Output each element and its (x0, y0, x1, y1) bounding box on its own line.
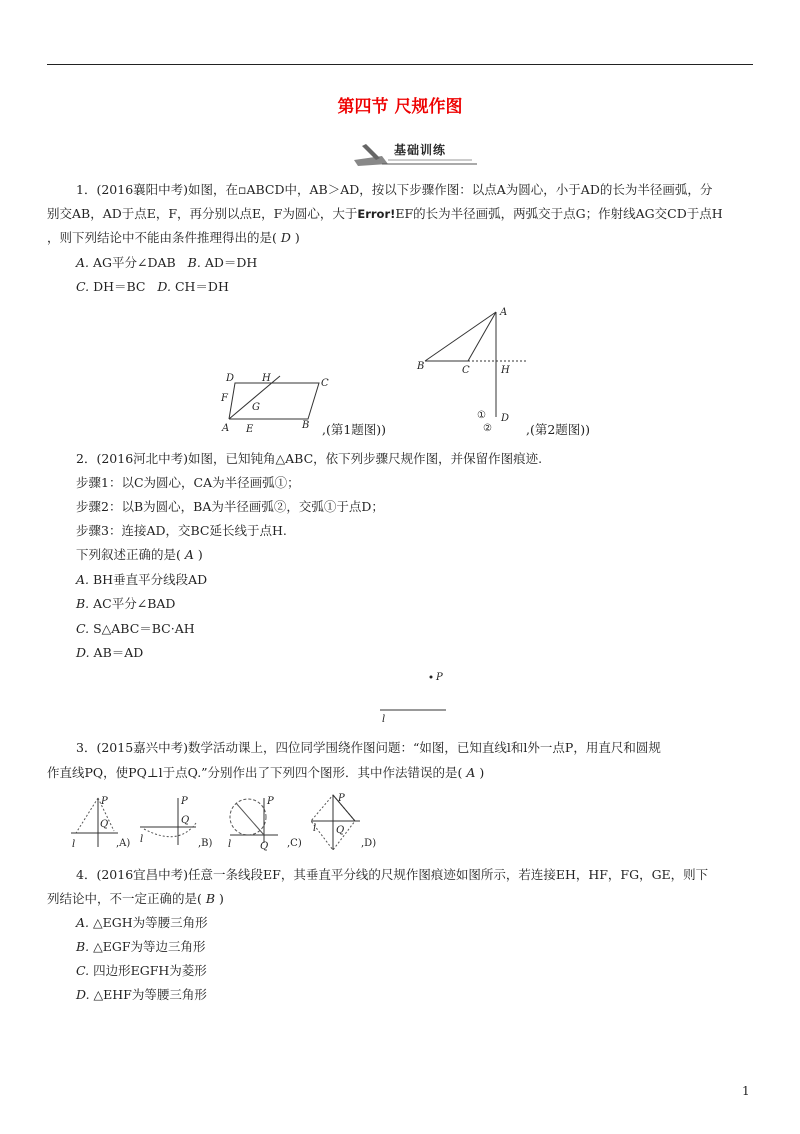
figure-b (140, 796, 196, 845)
figure-line-point (378, 668, 453, 723)
q4-option-a (76, 913, 208, 931)
q1-text: EF的长为半径画弧，两弧交于点G；作射线AG交CD于点H (395, 206, 723, 221)
q1-text: ，则下列结论中不能由条件推理得出的是( (47, 230, 281, 245)
q3-text: 作直线PQ，使PQ⊥l于点Q.”分别作出了下列四个图形．其中作法错误的是( (47, 765, 467, 780)
q4-text: ) (215, 891, 224, 906)
figure-b-label: ,B) (198, 838, 213, 849)
option-key: D. (157, 279, 171, 294)
option-text: AD＝DH (204, 255, 258, 270)
q1-line-2 (47, 204, 723, 222)
option-key: A. (76, 255, 90, 270)
svg-text:Q: Q (100, 819, 109, 830)
svg-text:P: P (338, 793, 345, 804)
svg-text:P: P (181, 796, 188, 807)
svg-text:F: F (221, 393, 228, 404)
svg-text:B: B (417, 361, 425, 372)
option-key: D. (76, 987, 90, 1002)
header-rule (47, 64, 753, 65)
q1-options-ab (76, 253, 257, 271)
q4-answer: B (205, 891, 216, 906)
q4-text: 列结论中，不一定正确的是( (47, 891, 206, 906)
q1-answer: D (280, 230, 291, 245)
option-text: △EHF为等腰三角形 (93, 987, 207, 1002)
svg-text:D: D (226, 373, 235, 384)
figure-d (311, 793, 360, 850)
svg-text:①: ① (477, 410, 486, 421)
option-text: BH垂直平分线段AD (93, 572, 208, 587)
svg-text:A: A (500, 307, 508, 318)
svg-text:l: l (72, 839, 76, 850)
q2-prompt (76, 545, 203, 563)
svg-text:P: P (267, 796, 274, 807)
option-text: 四边形EGFH为菱形 (93, 963, 207, 978)
figure-2-triangle (415, 305, 535, 435)
option-key: A. (76, 572, 90, 587)
svg-text:D: D (501, 413, 510, 424)
section-badge (352, 138, 482, 168)
q3-line-1: 3．(2015嘉兴中考)数学活动课上，四位同学围绕作图问题：“如图，已知直线l和l外一点P，用直尺和圆规 (76, 740, 661, 755)
q2-option-b (76, 594, 175, 612)
q1-line-1: 1．(2016襄阳中考)如图，在▫ABCD中，AB＞AD，按以下步骤作图：以点A为圆心，小于AD的长为半径画弧，分 (76, 182, 713, 197)
svg-text:l: l (313, 823, 317, 834)
svg-text:A: A (222, 423, 230, 434)
svg-text:Q: Q (260, 841, 269, 852)
q2-option-a (76, 570, 207, 588)
q4-line-1: 4．(2016宜昌中考)任意一条线段EF，其垂直平分线的尺规作图痕迹如图所示，若连接EH，HF，FG，GE，则下 (76, 867, 709, 882)
option-key: A. (76, 915, 90, 930)
option-text: S△ABC＝BC·AH (93, 621, 195, 636)
q2-step-2: 步骤2：以B为圆心，BA为半径画弧②，交弧①于点D； (76, 499, 384, 514)
q4-option-c (76, 961, 207, 979)
figure-2-caption: ,(第2题图)) (526, 422, 591, 437)
svg-text:l: l (140, 834, 144, 845)
q1-text: 别交AB，AD于点E，F，再分别以点E，F为圆心，大于 (47, 206, 358, 221)
svg-text:H: H (262, 373, 271, 384)
q4-option-b (76, 937, 206, 955)
q1-options-cd (76, 277, 229, 295)
figure-c-label: ,C) (287, 838, 302, 849)
option-text: △EGH为等腰三角形 (93, 915, 208, 930)
q2-step-1: 步骤1：以C为圆心，CA为半径画弧①； (76, 475, 300, 490)
figure-d-label: ,D) (361, 838, 377, 849)
section-title: 第四节 尺规作图 (337, 97, 463, 117)
figure-a (71, 796, 118, 850)
svg-text:B: B (302, 420, 310, 431)
svg-text:H: H (501, 365, 510, 376)
option-text: CH＝DH (174, 279, 229, 294)
option-key: C. (76, 279, 90, 294)
option-key: D. (76, 645, 90, 660)
option-text: DH＝BC (93, 279, 146, 294)
q1-line-3 (47, 228, 300, 246)
figure-1-parallelogram (220, 370, 330, 435)
option-text: AB＝AD (93, 645, 144, 660)
svg-text:Q: Q (336, 825, 345, 836)
svg-text:P: P (101, 796, 108, 807)
option-key: C. (76, 963, 90, 978)
option-key: B. (76, 596, 90, 611)
q3-line-2 (47, 763, 484, 781)
option-text: AG平分∠DAB (93, 255, 176, 270)
q4-option-d (76, 985, 207, 1003)
option-text: △EGF为等边三角形 (93, 939, 206, 954)
svg-text:C: C (462, 365, 470, 376)
q4-line-2 (47, 889, 224, 907)
option-key: B. (187, 255, 201, 270)
q2-option-c (76, 619, 195, 637)
q2-answer: A (184, 547, 194, 562)
option-text: AC平分∠BAD (93, 596, 176, 611)
svg-text:G: G (252, 402, 260, 413)
svg-text:E: E (246, 424, 254, 435)
q3-answer: A (466, 765, 476, 780)
figure-c (228, 796, 278, 852)
badge-label: 基础训练 (394, 143, 447, 157)
q2-line-1: 2．(2016河北中考)如图，已知钝角△ABC，依下列步骤尺规作图，并保留作图痕迹. (76, 451, 543, 466)
figure-1-caption: ,(第1题图)) (322, 422, 387, 437)
svg-text:l: l (228, 839, 232, 850)
svg-text:P: P (436, 672, 443, 683)
q2-text: 下列叙述正确的是( (76, 547, 185, 562)
svg-text:②: ② (483, 423, 492, 434)
option-key: B. (76, 939, 90, 954)
figure-a-label: ,A) (116, 838, 131, 849)
q3-text: ) (475, 765, 485, 780)
q2-option-d (76, 643, 143, 661)
error-text: Error! (357, 207, 396, 221)
q1-text: ) (290, 230, 300, 245)
option-key: C. (76, 621, 90, 636)
svg-text:Q: Q (181, 815, 190, 826)
q2-text: ) (193, 547, 203, 562)
q2-step-3: 步骤3：连接AD，交BC延长线于点H. (76, 523, 287, 538)
page-number: 1 (742, 1084, 750, 1098)
svg-text:C: C (321, 378, 329, 389)
svg-text:l: l (382, 714, 386, 725)
